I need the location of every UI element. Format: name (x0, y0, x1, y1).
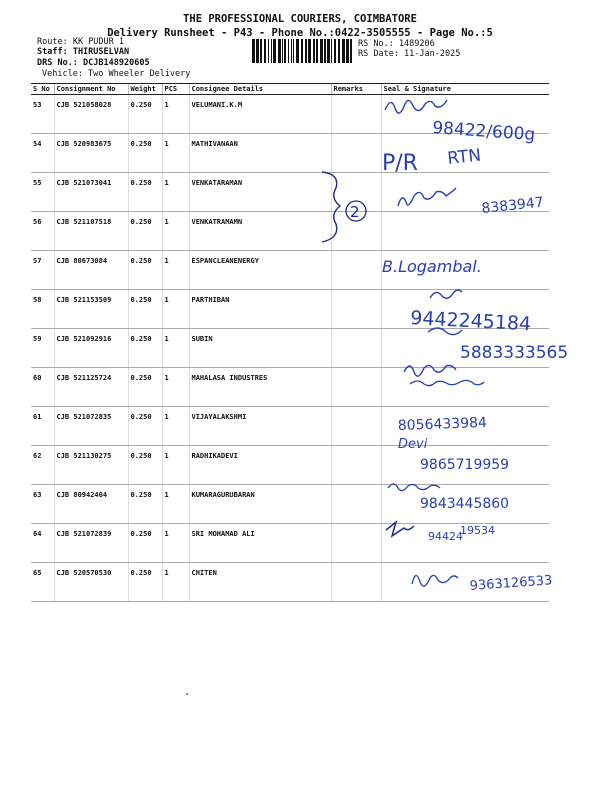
hw-number-61: 8056433984 (397, 414, 488, 434)
barcode-bar (301, 39, 303, 63)
hw-sign-62: Devi (398, 437, 428, 452)
barcode-bar (331, 39, 332, 63)
barcode-bar (324, 39, 326, 63)
row-consignee: VENKATARAMAN (189, 173, 331, 212)
row-consignment: CJB 80673084 (54, 251, 128, 290)
barcode-bar (346, 39, 349, 63)
vehicle-label: Vehicle: Two Wheeler Delivery (42, 69, 191, 79)
table-row (31, 251, 549, 290)
row-sno: 57 (31, 251, 54, 290)
row-seal (381, 485, 549, 524)
route-label: Route: KK PUDUR 1 (37, 37, 124, 47)
barcode-bar (282, 39, 283, 63)
row-seal (381, 134, 549, 173)
row-weight: 0.250 (128, 407, 162, 446)
row-pcs: 1 (162, 524, 189, 563)
row-sno: 60 (31, 368, 54, 407)
row-seal (381, 407, 549, 446)
row-sno: 63 (31, 485, 54, 524)
row-consignee: RADHIKADEVI (189, 446, 331, 485)
row-remarks (331, 446, 381, 485)
row-weight: 0.250 (128, 485, 162, 524)
row-remarks (331, 251, 381, 290)
row-weight: 0.250 (128, 212, 162, 251)
row-weight: 0.250 (128, 446, 162, 485)
col-consignment: Consignment No (54, 84, 128, 95)
hw-number-53: 98422/600g (431, 118, 536, 146)
table-row (31, 524, 549, 563)
row-sno: 55 (31, 173, 54, 212)
barcode-bar (334, 39, 336, 63)
row-consignee: SUBIN (189, 329, 331, 368)
row-sno: 65 (31, 563, 54, 602)
barcode-bar (264, 39, 266, 63)
hw-number-60: 5883333565 (460, 343, 569, 363)
row-consignment: CJB 521125724 (54, 368, 128, 407)
barcode-bar (308, 39, 311, 63)
row-remarks (331, 95, 381, 134)
table-row (31, 134, 549, 173)
row-consignment: CJB 520983675 (54, 134, 128, 173)
col-seal-signature: Seal & Signature (381, 84, 549, 95)
col-remarks: Remarks (331, 84, 381, 95)
row-weight: 0.250 (128, 134, 162, 173)
table-row (31, 407, 549, 446)
row-consignment: CJB 80942404 (54, 485, 128, 524)
row-consignee: VIJAYALAKSHMI (189, 407, 331, 446)
hw-pr-54: P/R (382, 151, 418, 176)
row-pcs: 1 (162, 485, 189, 524)
barcode (252, 39, 352, 63)
barcode-bar (271, 39, 272, 63)
hw-number-64: 94424 (428, 530, 463, 543)
hw-sign-57: B.Logambal. (382, 257, 482, 276)
col-consignee: Consignee Details (189, 84, 331, 95)
row-sno: 62 (31, 446, 54, 485)
table-row (31, 95, 549, 134)
row-consignment: CJB 521072839 (54, 524, 128, 563)
barcode-bar (293, 39, 294, 63)
row-seal (381, 95, 549, 134)
hw-number-56: 8383947 (480, 194, 545, 217)
row-consignee: ESPANCLEANENERGY (189, 251, 331, 290)
barcode-bar (313, 39, 315, 63)
barcode-bar (327, 39, 330, 63)
company-name: THE PROFESSIONAL COURIERS, COIMBATORE (183, 13, 417, 25)
row-consignment: CJB 521092916 (54, 329, 128, 368)
row-weight: 0.250 (128, 173, 162, 212)
row-weight: 0.250 (128, 329, 162, 368)
rs-number: RS No.: 1489206 (358, 39, 435, 49)
row-consignee: VENKATRAMAMN (189, 212, 331, 251)
table-row (31, 173, 549, 212)
row-remarks (331, 329, 381, 368)
hw-rtn-54: RTN (446, 145, 483, 169)
barcode-bar (260, 39, 262, 63)
barcode-bar (342, 39, 345, 63)
runsheet-table (31, 83, 549, 602)
row-pcs: 1 (162, 563, 189, 602)
row-seal (381, 446, 549, 485)
staff-label: Staff: THIRUSELVAN (37, 47, 130, 57)
barcode-bar (278, 39, 281, 63)
row-consignee: MAHALASA INDUSTRES (189, 368, 331, 407)
row-weight: 0.250 (128, 368, 162, 407)
row-seal (381, 524, 549, 563)
barcode-bar (284, 39, 286, 63)
row-pcs: 1 (162, 95, 189, 134)
row-pcs: 1 (162, 446, 189, 485)
row-consignee: MATHIVANAAN (189, 134, 331, 173)
row-weight: 0.250 (128, 290, 162, 329)
row-pcs: 1 (162, 368, 189, 407)
table-row (31, 446, 549, 485)
row-seal (381, 368, 549, 407)
row-remarks (331, 134, 381, 173)
table-header-row (31, 84, 549, 95)
row-consignment: CJB 521058028 (54, 95, 128, 134)
row-seal (381, 251, 549, 290)
row-consignee: SRI MOHAMAD ALI (189, 524, 331, 563)
row-consignment: CJB 521153509 (54, 290, 128, 329)
table-row (31, 290, 549, 329)
row-weight: 0.250 (128, 251, 162, 290)
hw-number-59: 9442245184 (409, 307, 532, 336)
barcode-bar (296, 39, 299, 63)
row-pcs: 1 (162, 251, 189, 290)
hw-number-62: 9865719959 (420, 457, 510, 473)
row-consignee: PARTHIBAN (189, 290, 331, 329)
col-pcs: PCS (162, 84, 189, 95)
row-sno: 59 (31, 329, 54, 368)
row-consignee: KUMARAGURUBARAN (189, 485, 331, 524)
row-weight: 0.250 (128, 524, 162, 563)
row-consignee: VELUMANI.K.M (189, 95, 331, 134)
table-row (31, 368, 549, 407)
barcode-bar (291, 39, 292, 63)
barcode-bar (273, 39, 276, 63)
row-pcs: 1 (162, 134, 189, 173)
row-sno: 61 (31, 407, 54, 446)
col-sno: S No (31, 84, 54, 95)
hw-mark: 2 (350, 203, 360, 221)
row-consignment: CJB 521107518 (54, 212, 128, 251)
row-consignment: CJB 521130275 (54, 446, 128, 485)
hw-number-63: 9843445860 (420, 496, 510, 512)
row-weight: 0.250 (128, 563, 162, 602)
table-row (31, 329, 549, 368)
row-seal (381, 212, 549, 251)
row-remarks (331, 524, 381, 563)
row-sno: 58 (31, 290, 54, 329)
row-remarks (331, 485, 381, 524)
row-remarks (331, 212, 381, 251)
hw-number-65: 9363126533 (469, 573, 553, 594)
row-seal (381, 329, 549, 368)
row-sno: 53 (31, 95, 54, 134)
row-consignment: CJB 521072835 (54, 407, 128, 446)
barcode-bar (288, 39, 289, 63)
row-pcs: 1 (162, 407, 189, 446)
row-remarks (331, 563, 381, 602)
table-row (31, 485, 549, 524)
drs-number: DRS No.: DCJB148920605 (37, 58, 150, 68)
row-remarks (331, 368, 381, 407)
col-weight: Weight (128, 84, 162, 95)
barcode-bar (316, 39, 318, 63)
barcode-bar (305, 39, 307, 63)
row-consignment: CJB 521073041 (54, 173, 128, 212)
barcode-bar (252, 39, 255, 63)
row-pcs: 1 (162, 329, 189, 368)
row-seal (381, 290, 549, 329)
rs-date: RS Date: 11-Jan-2025 (358, 49, 461, 59)
barcode-bar (350, 39, 352, 63)
row-sno: 54 (31, 134, 54, 173)
table-row (31, 212, 549, 251)
row-pcs: 1 (162, 212, 189, 251)
barcode-bar (320, 39, 323, 63)
row-seal (381, 563, 549, 602)
barcode-bar (338, 39, 340, 63)
speck (186, 693, 188, 695)
row-consignee: CHITEN (189, 563, 331, 602)
hw-number-64b: 19534 (460, 524, 495, 537)
row-pcs: 1 (162, 173, 189, 212)
barcode-bar (256, 39, 259, 63)
runsheet-title: Delivery Runsheet - P43 - Phone No.:0422-3505555 - Page No.:5 (107, 27, 493, 39)
row-remarks (331, 407, 381, 446)
row-consignment: CJB 520570530 (54, 563, 128, 602)
row-remarks (331, 173, 381, 212)
row-remarks (331, 290, 381, 329)
row-seal (381, 173, 549, 212)
row-sno: 64 (31, 524, 54, 563)
barcode-bar (268, 39, 269, 63)
row-weight: 0.250 (128, 95, 162, 134)
row-sno: 56 (31, 212, 54, 251)
row-pcs: 1 (162, 290, 189, 329)
table-row (31, 563, 549, 602)
